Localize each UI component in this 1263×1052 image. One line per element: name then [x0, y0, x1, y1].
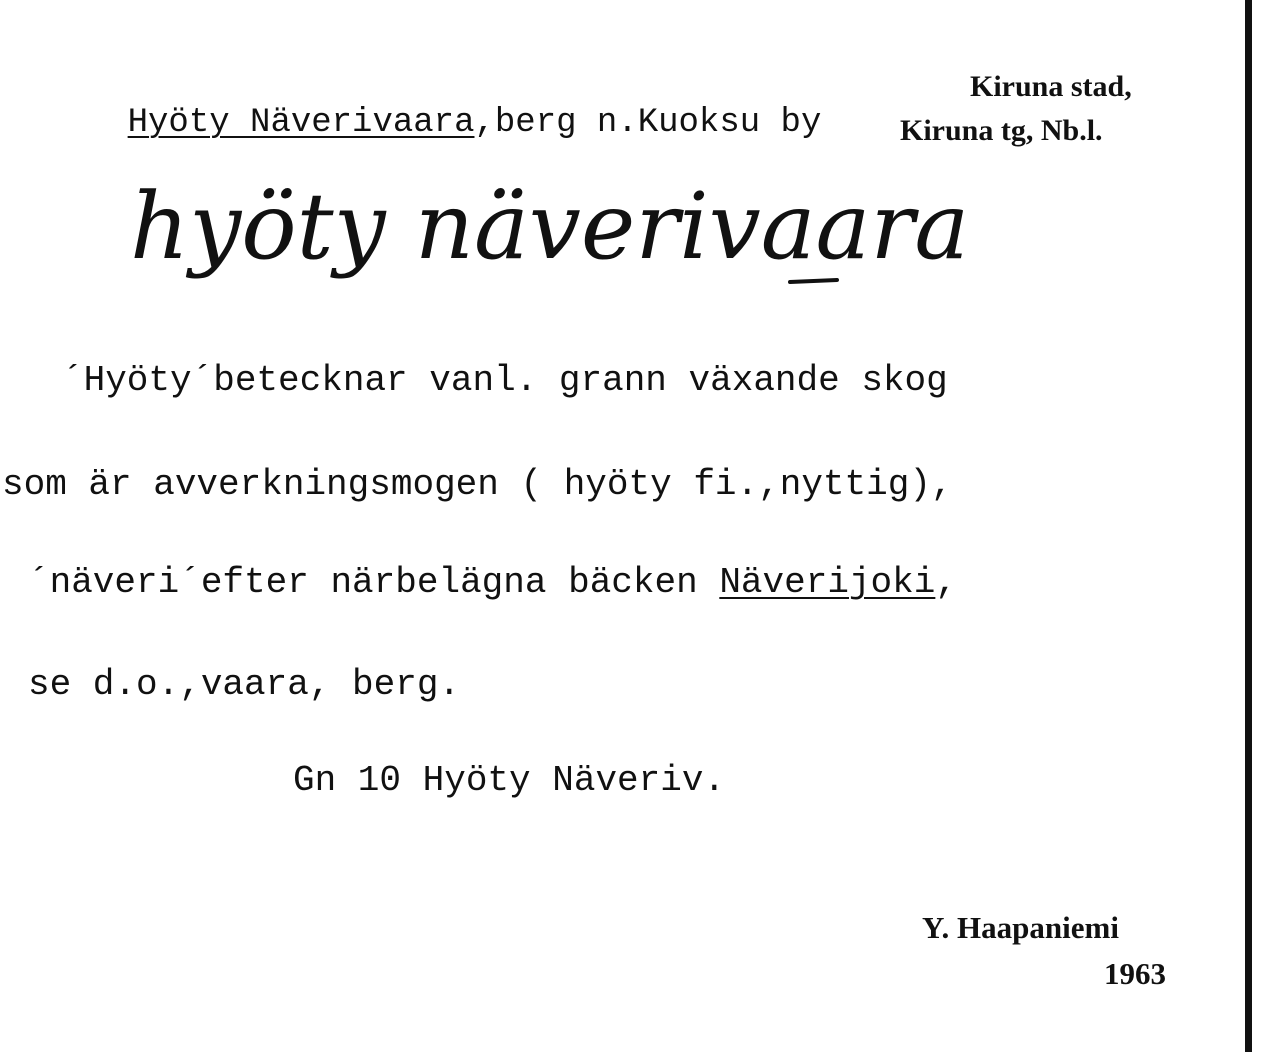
text-line-2: som är avverkningsmogen ( hyöty fi.,nyttig),: [2, 464, 953, 505]
text-line-3-end: ,: [935, 562, 957, 603]
text-line-3: [28, 562, 957, 603]
headword-text: Hyöty Näverivaara: [127, 104, 475, 142]
text-line-3-start: ´näveri´efter närbelägna bäcken: [28, 562, 720, 603]
year: 1963: [1104, 956, 1166, 991]
source-reference: Gn 10 Hyöty Näveriv.: [293, 760, 726, 801]
stress-mark: [790, 280, 837, 282]
place-typed: ,berg n.Kuoksu by: [474, 104, 822, 142]
handwritten-headword: [125, 170, 985, 320]
place-stamp: Kiruna stad,: [970, 70, 1132, 103]
text-line-1: ´Hyöty´betecknar vanl. grann växande skog: [62, 360, 948, 401]
parish-stamp: Kiruna tg, Nb.l.: [900, 114, 1103, 147]
text-line-4: se d.o.,vaara, berg.: [28, 664, 461, 705]
headword: [46, 66, 821, 180]
card-edge: [1245, 0, 1252, 1052]
handwritten-text: hyöty näverivaara: [130, 173, 970, 280]
cross-reference: Näverijoki: [719, 562, 936, 603]
author: Y. Haapaniemi: [922, 910, 1119, 945]
